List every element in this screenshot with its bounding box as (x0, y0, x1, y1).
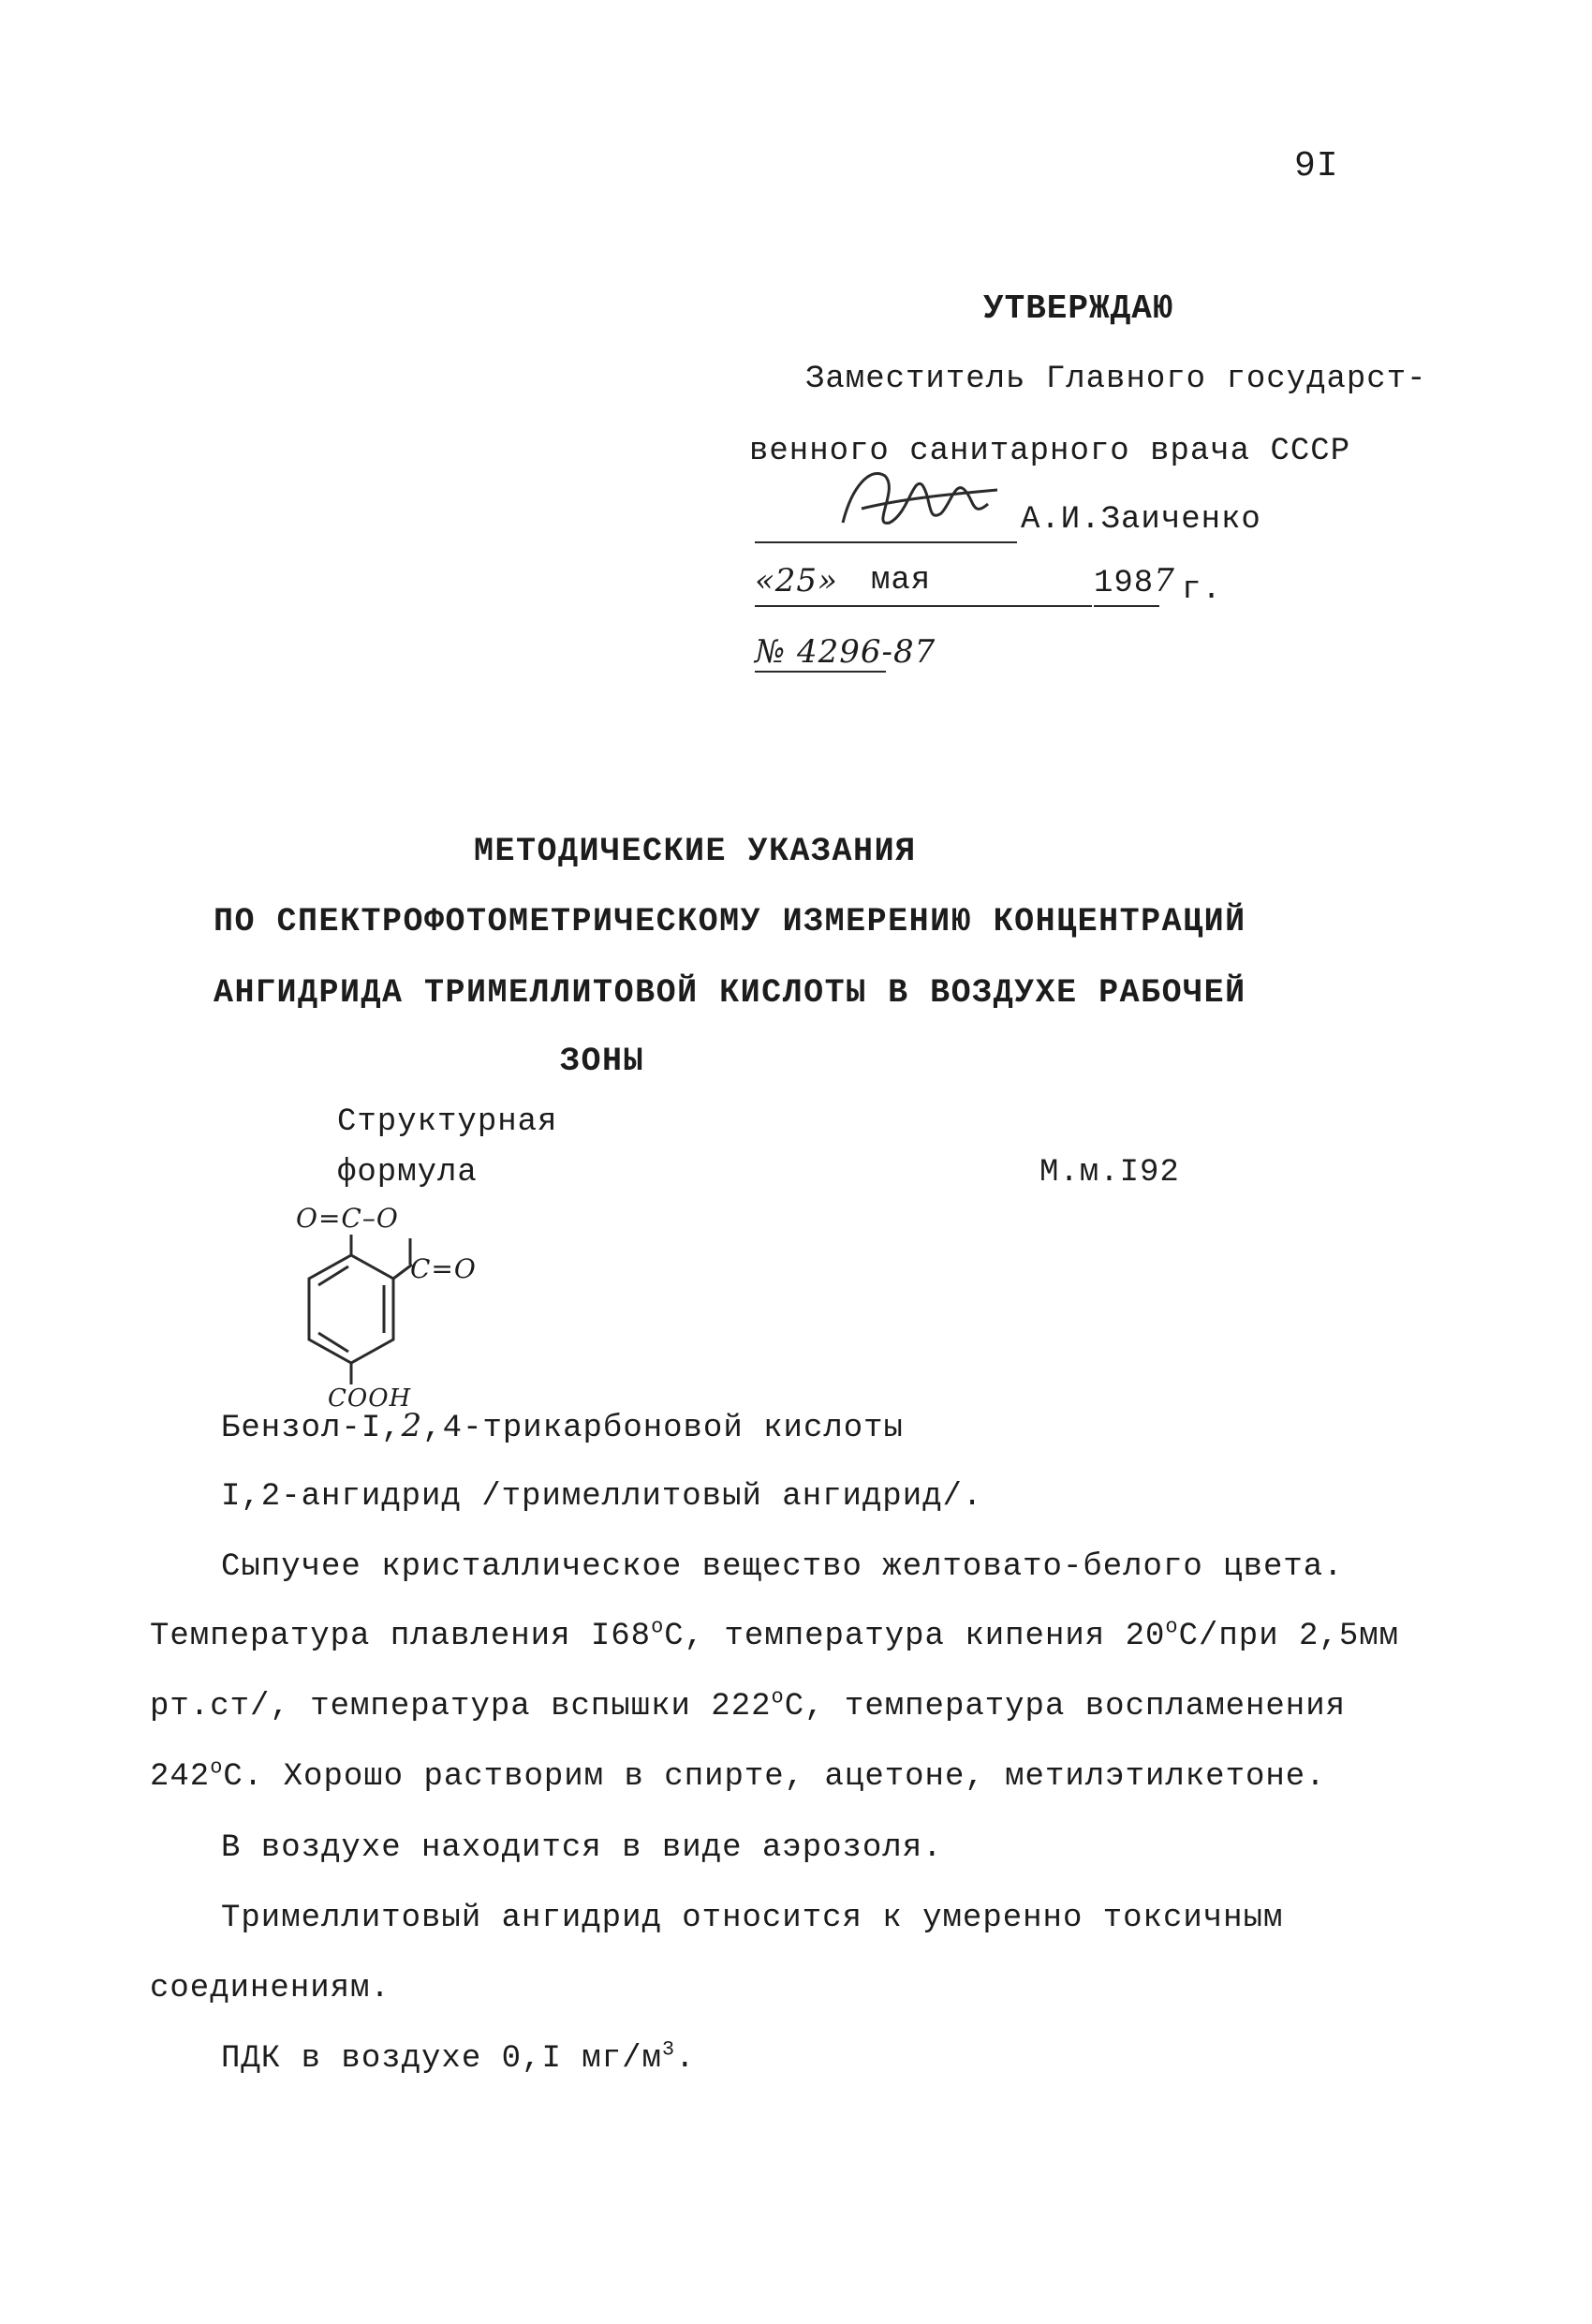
benzene-ring-diagram (290, 1218, 478, 1424)
title-line4: ЗОНЫ (560, 1043, 645, 1080)
signature-image (833, 448, 1002, 541)
paragraph3-line2: соединениям. (150, 1971, 391, 2006)
approval-date-year: 1987 (1094, 562, 1175, 601)
signature-line (755, 541, 1017, 543)
approval-date-month: мая (871, 563, 932, 599)
structure-label-line1: Структурная (337, 1104, 558, 1140)
page-number: 9I (1294, 146, 1339, 186)
compound-name-line1: Бензол-I,2,4-трикарбоновой кислоты (221, 1407, 904, 1446)
approval-number: № 4296-87 (755, 633, 936, 671)
approval-position-line1: Заместитель Главного государст- (805, 362, 1427, 397)
date-line (755, 605, 1092, 607)
compound-name-line2: I,2-ангидрид /тримеллитовый ангидрид/. (221, 1479, 983, 1515)
paragraph3-line1: Тримеллитовый ангидрид относится к умеренно токсичным (221, 1901, 1284, 1936)
paragraph1-line3: рт.ст/, температура вспышки 222$^o$C, температура воспламенения (150, 1685, 1347, 1724)
title-line2: ПО СПЕКТРОФОТОМЕТРИЧЕСКОМУ ИЗМЕРЕНИЮ КОНЦЕНТРАЦИЙ (214, 903, 1246, 940)
approval-date-suffix: г. (1182, 572, 1222, 608)
paragraph2: В воздухе находится в виде аэрозоля. (221, 1830, 943, 1866)
paragraph1-line1: Сыпучее кристаллическое вещество желтовато-белого цвета. (221, 1549, 1344, 1585)
year-underline (1094, 605, 1159, 607)
formula-bottom-label: COOH (328, 1384, 412, 1413)
formula-top-label: O=C–O (296, 1203, 399, 1234)
paragraph1-line2: Температура плавления I68$^o$C, температура кипения 20$^o$C/при 2,5мм (150, 1615, 1400, 1654)
title-line3: АНГИДРИДА ТРИМЕЛЛИТОВОЙ КИСЛОТЫ В ВОЗДУХЕ РАБОЧЕЙ (214, 974, 1246, 1012)
formula-side-label: C=O (410, 1253, 477, 1284)
approval-name: А.И.Заиченко (1021, 502, 1261, 538)
paragraph1-line4: 242$^o$C. Хорошо растворим в спирте, ацетоне, метилэтилкетоне. (150, 1755, 1326, 1795)
molecular-mass: М.м.I92 (1039, 1155, 1180, 1191)
structure-label-line2: формула (337, 1155, 478, 1191)
approval-heading: УТВЕРЖДАЮ (983, 289, 1174, 328)
approval-date-day: «25» (755, 562, 838, 600)
paragraph4-mac: ПДК в воздухе 0,I $мг/м^3$. (221, 2037, 696, 2077)
approval-position-line2: венного санитарного врача СССР (749, 434, 1351, 469)
title-line1: МЕТОДИЧЕСКИЕ УКАЗАНИЯ (474, 833, 917, 870)
number-underline (755, 671, 886, 673)
